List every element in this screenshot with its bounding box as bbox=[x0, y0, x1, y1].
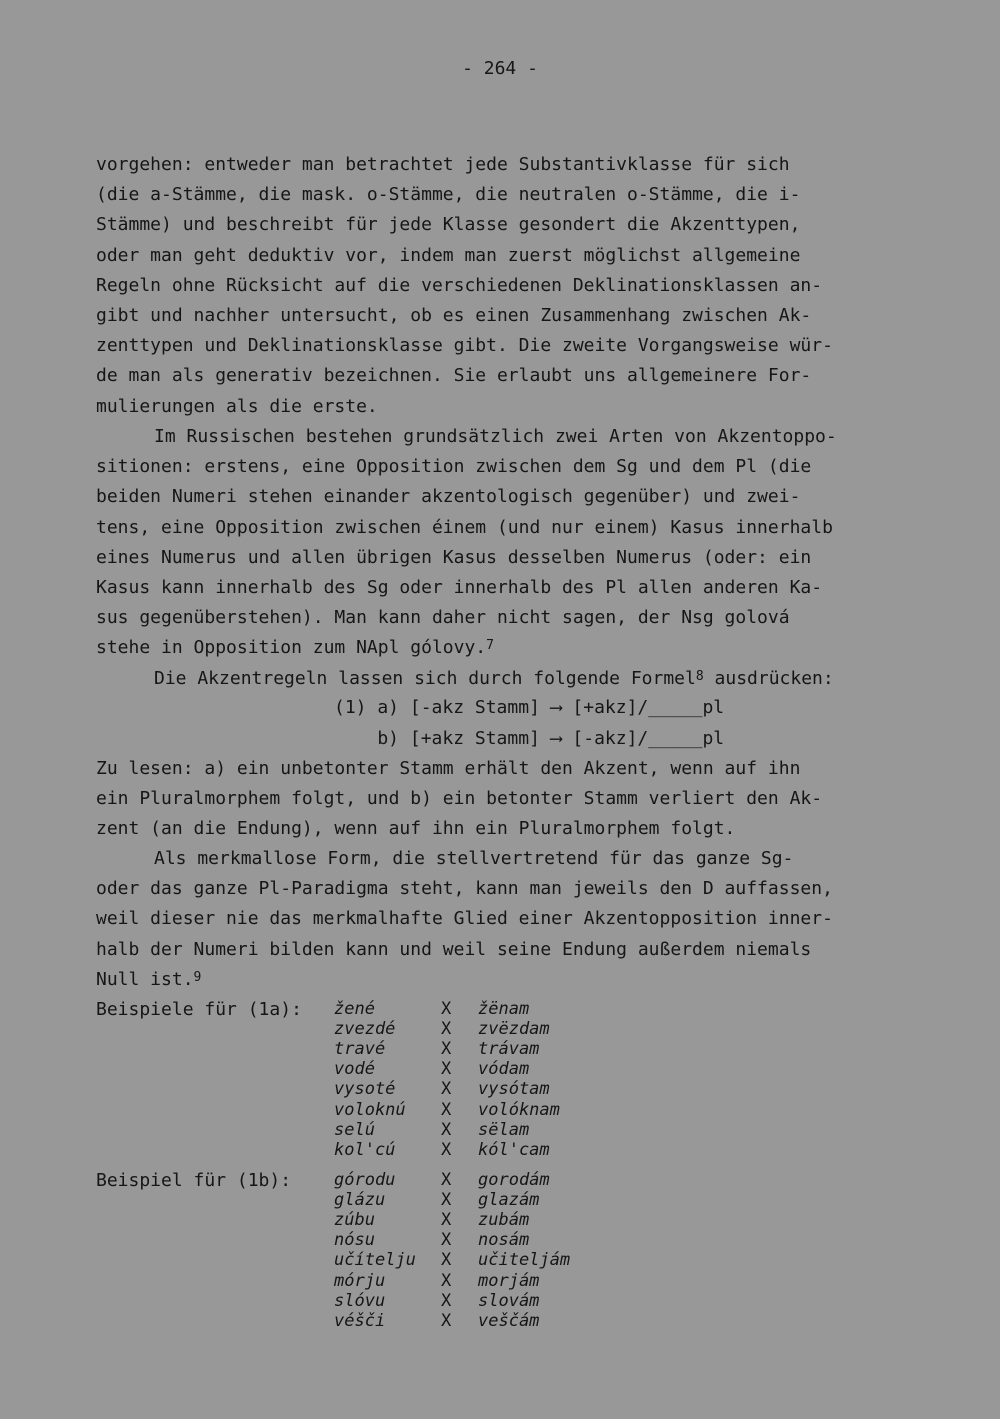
paragraph-2 bbox=[96, 422, 926, 694]
example-plural: morjám bbox=[478, 1270, 540, 1291]
example-plural: slovám bbox=[478, 1290, 540, 1311]
text-line: Stämme) und beschreibt für jede Klasse gesondert die Akzenttypen, bbox=[96, 214, 801, 236]
example-plural: glazám bbox=[478, 1190, 540, 1211]
text-line: sitionen: erstens, eine Opposition zwischen dem Sg und dem Pl (die bbox=[96, 456, 812, 478]
text-line: de man als generativ bezeichnen. Sie erlaubt uns allgemeinere For- bbox=[96, 365, 812, 387]
text-line: (die a-Stämme, die mask. o-Stämme, die neutralen o-Stämme, die i- bbox=[96, 184, 801, 206]
example-separator: X bbox=[441, 1190, 452, 1211]
example-separator: X bbox=[441, 1290, 452, 1311]
example-singular: véšči bbox=[334, 1310, 386, 1331]
example-separator: X bbox=[441, 1250, 452, 1271]
text-line: oder das ganze Pl-Paradigma steht, kann man jeweils den D auffassen, bbox=[96, 878, 833, 900]
paragraph-5 bbox=[96, 844, 926, 995]
page-number: - 264 - bbox=[462, 58, 538, 79]
example-separator: X bbox=[441, 1210, 452, 1231]
example-plural: sëlam bbox=[478, 1119, 530, 1140]
text-line: Regeln ohne Rücksicht auf die verschiedenen Deklinationsklassen an- bbox=[96, 274, 823, 296]
example-separator: X bbox=[441, 1099, 452, 1120]
example-separator: X bbox=[441, 1230, 452, 1251]
example-singular: zvezdé bbox=[334, 1019, 396, 1040]
example-singular: slóvu bbox=[334, 1290, 386, 1311]
example-plural: vysótam bbox=[478, 1079, 550, 1100]
example-plural: volóknam bbox=[478, 1099, 560, 1120]
text-line bbox=[96, 965, 926, 995]
example-plural: nosám bbox=[478, 1230, 530, 1251]
paragraph-1 bbox=[96, 150, 926, 422]
example-singular: kol'cú bbox=[334, 1139, 396, 1160]
text-line: Als merkmallose Form, die stellvertretend für das ganze Sg- bbox=[154, 848, 794, 869]
text-line-content: Die Akzentregeln lassen sich durch folgende Formel bbox=[154, 667, 696, 689]
text-line: ein Pluralmorphem folgt, und b) ein betonter Stamm verliert den Ak- bbox=[96, 788, 823, 810]
example-plural: zvëzdam bbox=[478, 1019, 550, 1040]
formula-1a: (1) a) [-akz Stamm] ⟶ [+akz]/_____pl bbox=[334, 697, 725, 718]
example-singular: nósu bbox=[334, 1230, 375, 1251]
text-line: tens, eine Opposition zwischen éinem (und nur einem) Kasus innerhalb bbox=[96, 516, 833, 538]
text-line: vorgehen: entweder man betrachtet jede Substantivklasse für sich bbox=[96, 154, 790, 175]
text-line-content: stehe in Opposition zum NApl gólovy. bbox=[96, 637, 487, 659]
text-line: gibt und nachher untersucht, ob es einen Zusammenhang zwischen Ak- bbox=[96, 304, 812, 326]
example-separator: X bbox=[441, 1079, 452, 1100]
text-line: Zu lesen: a) ein unbetonter Stamm erhält den Akzent, wenn auf ihn bbox=[96, 758, 801, 779]
footnote-ref-7: 7 bbox=[486, 638, 494, 654]
example-singular: travé bbox=[334, 1039, 386, 1060]
text-line-content: ausdrücken: bbox=[703, 667, 834, 689]
example-singular: vysoté bbox=[334, 1079, 396, 1100]
text-line bbox=[96, 664, 926, 694]
example-singular: vodé bbox=[334, 1059, 375, 1080]
footnote-ref-8: 8 bbox=[695, 668, 704, 684]
example-plural: gorodám bbox=[478, 1170, 550, 1190]
example-plural: učiteljám bbox=[478, 1250, 571, 1271]
example-singular: górodu bbox=[334, 1170, 396, 1190]
text-line: beiden Numeri stehen einander akzentologisch gegenüber) und zwei- bbox=[96, 486, 801, 508]
example-separator: X bbox=[441, 1170, 452, 1190]
text-line: oder man geht deduktiv vor, indem man zuerst möglichst allgemeine bbox=[96, 244, 801, 266]
footnote-ref-9: 9 bbox=[193, 969, 202, 985]
text-line: zenttypen und Deklinationsklasse gibt. Die zweite Vorgangsweise wür- bbox=[96, 335, 833, 357]
example-separator: X bbox=[441, 1270, 452, 1291]
example-separator: X bbox=[441, 1139, 452, 1160]
example-separator: X bbox=[441, 1119, 452, 1140]
text-line: Kasus kann innerhalb des Sg oder innerhalb des Pl allen anderen Ka- bbox=[96, 576, 823, 598]
example-separator: X bbox=[441, 1310, 452, 1331]
example-singular: glázu bbox=[334, 1190, 386, 1211]
example-singular: mórju bbox=[334, 1270, 386, 1291]
text-line: halb der Numeri bilden kann und weil seine Endung außerdem niemals bbox=[96, 938, 812, 960]
example-plural: žënam bbox=[478, 999, 530, 1019]
example-plural: zubám bbox=[478, 1210, 530, 1231]
example-separator: X bbox=[441, 1019, 452, 1040]
text-line: weil dieser nie das merkmalhafte Glied einer Akzentopposition inner- bbox=[96, 908, 833, 930]
text-line: eines Numerus und allen übrigen Kasus desselben Numerus (oder: ein bbox=[96, 546, 812, 568]
text-line: Im Russischen bestehen grundsätzlich zwei Arten von Akzentoppo- bbox=[154, 426, 837, 447]
example-plural: veščám bbox=[478, 1310, 540, 1331]
example-singular: učítelju bbox=[334, 1250, 416, 1271]
text-line bbox=[96, 633, 926, 663]
text-line: zent (an die Endung), wenn auf ihn ein Pluralmorphem folgt. bbox=[96, 818, 736, 840]
example-singular: zúbu bbox=[334, 1210, 375, 1231]
examples-1b-label: Beispiel für (1b): bbox=[96, 1170, 292, 1191]
example-separator: X bbox=[441, 1039, 452, 1060]
example-singular: selú bbox=[334, 1119, 375, 1140]
text-line: sus gegenüberstehen). Man kann daher nicht sagen, der Nsg golová bbox=[96, 607, 790, 629]
example-plural: vódam bbox=[478, 1059, 530, 1080]
paragraph-4 bbox=[96, 754, 926, 845]
text-line: mulierungen als die erste. bbox=[96, 395, 378, 417]
example-plural: kól'cam bbox=[478, 1139, 550, 1160]
examples-1a-label: Beispiele für (1a): bbox=[96, 999, 302, 1020]
example-separator: X bbox=[441, 999, 452, 1019]
example-separator: X bbox=[441, 1059, 452, 1080]
example-singular: voloknú bbox=[334, 1099, 406, 1120]
example-plural: trávam bbox=[478, 1039, 540, 1060]
example-singular: žené bbox=[334, 999, 375, 1019]
formula-1b: b) [+akz Stamm] ⟶ [-akz]/_____pl bbox=[334, 728, 725, 749]
text-line-content: Null ist. bbox=[96, 968, 194, 990]
